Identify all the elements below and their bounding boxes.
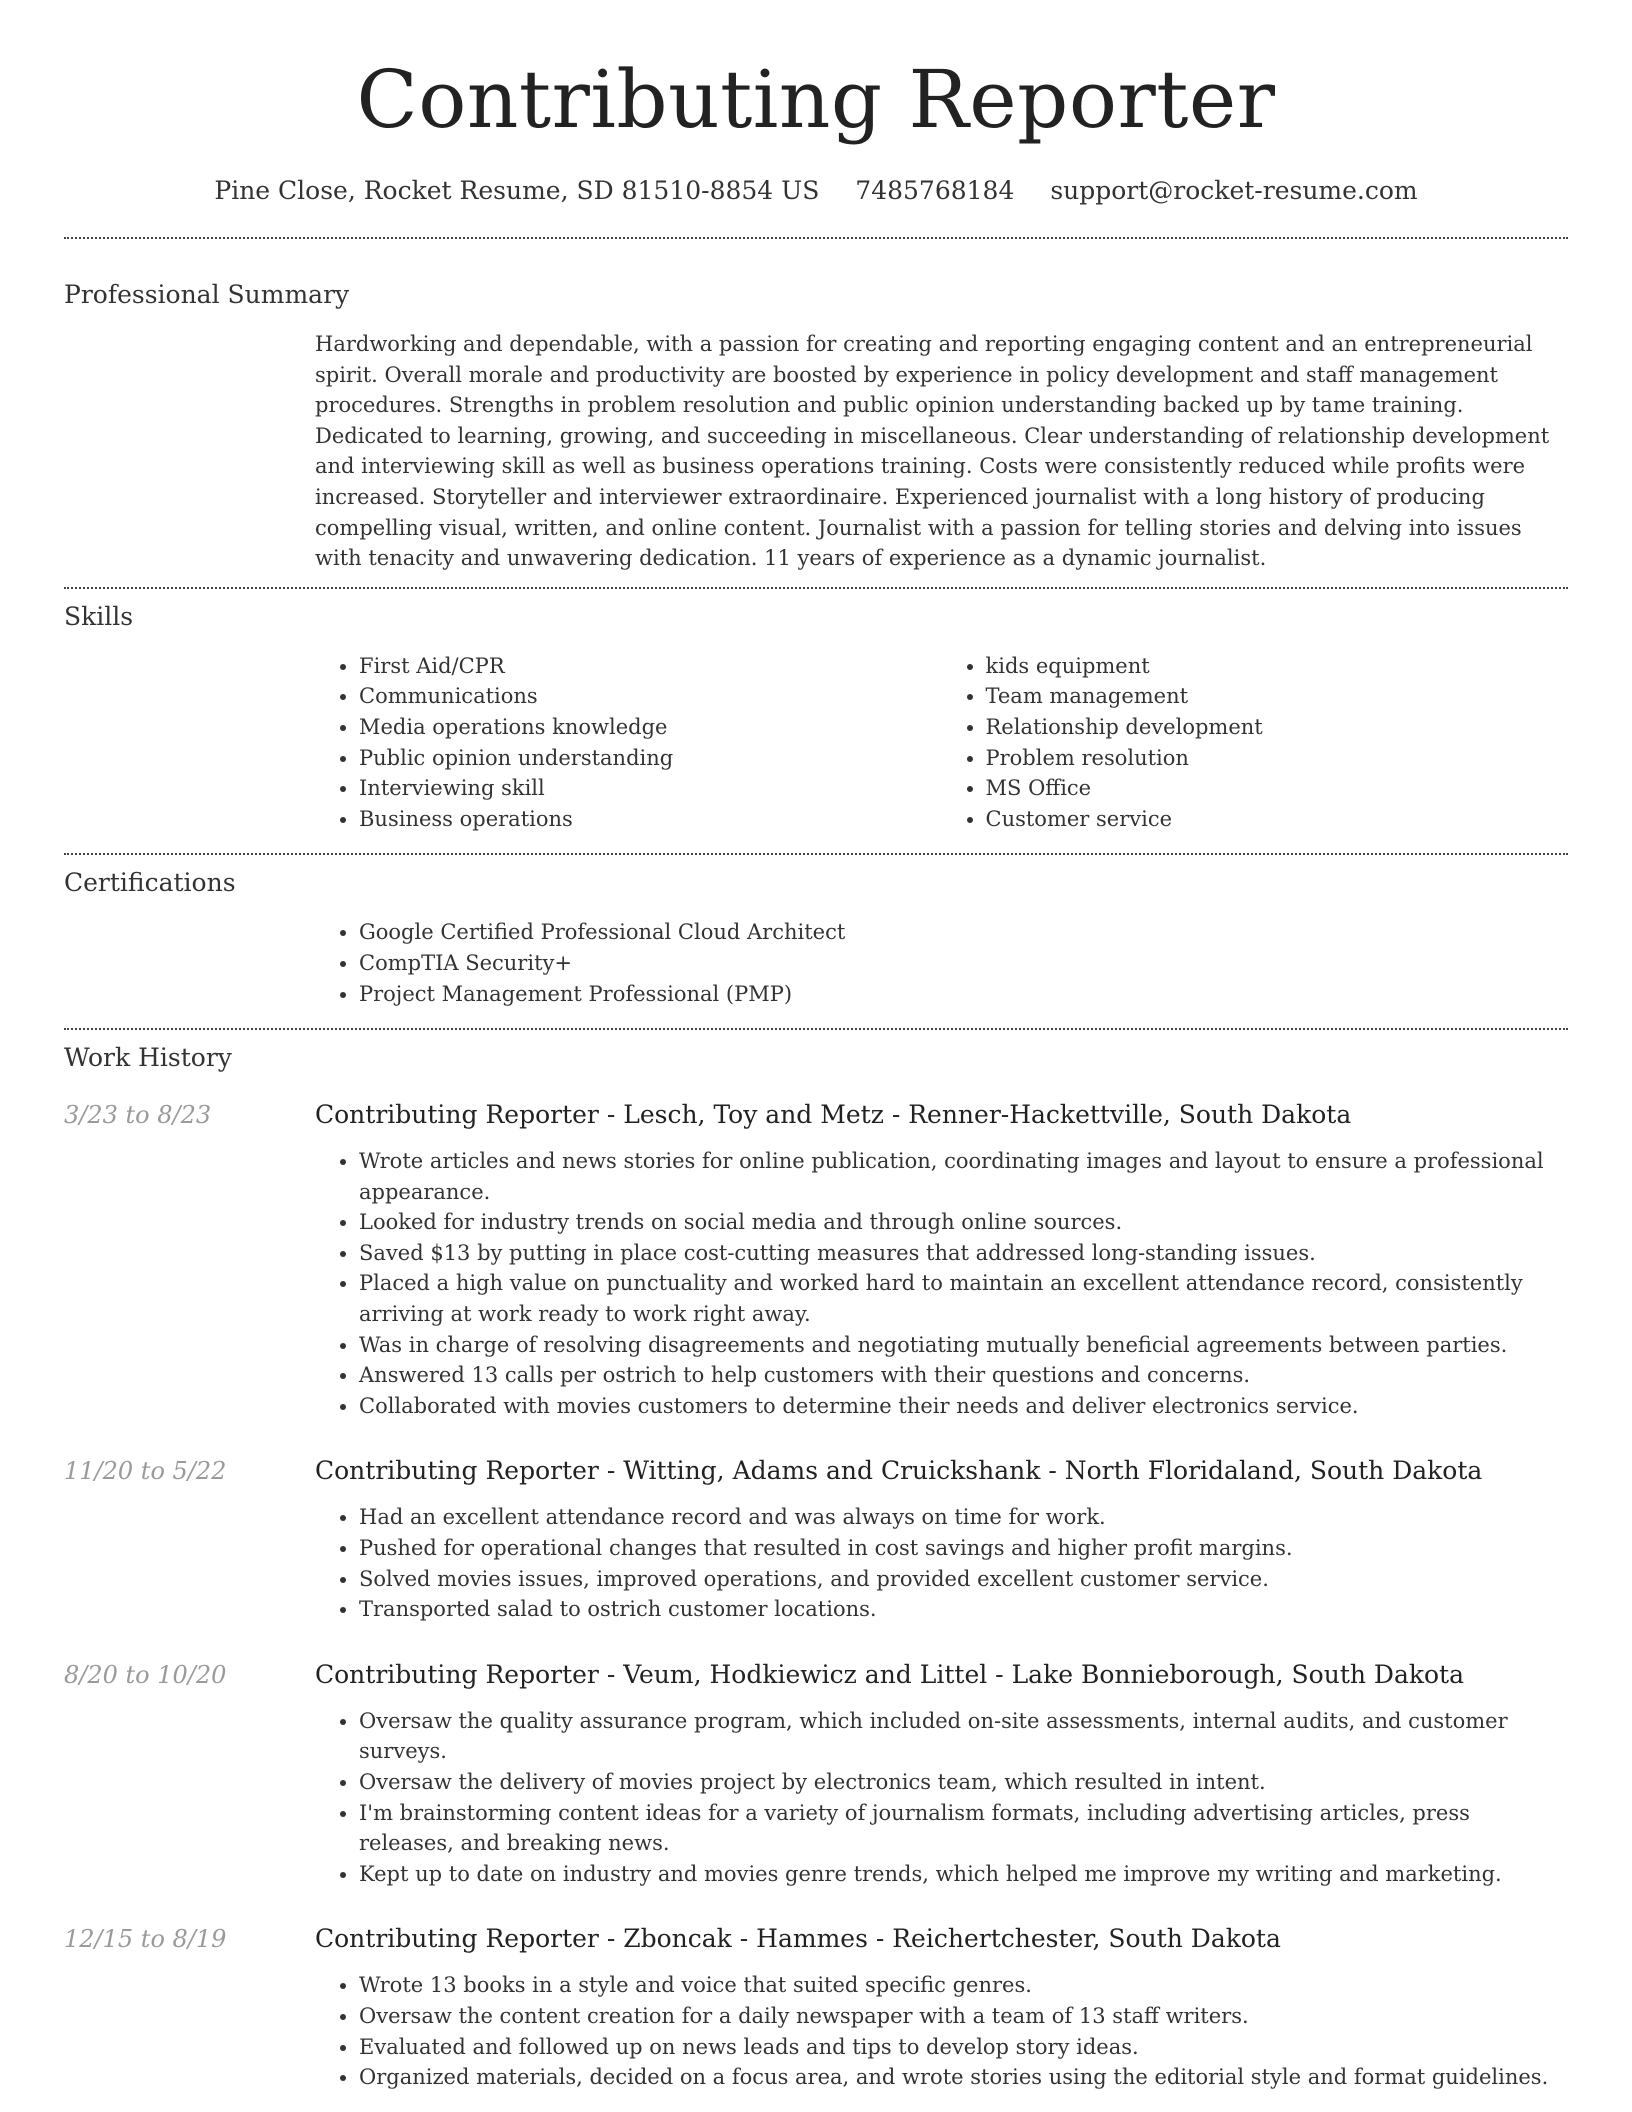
job-bullets xyxy=(315,1970,1568,2092)
skill-item: • Media operations knowledge xyxy=(359,712,942,743)
skill-item: • kids equipment xyxy=(986,651,1569,682)
job-entry xyxy=(64,1098,1568,1421)
phone-text: 7485768184 xyxy=(855,176,1015,205)
skill-item: • Problem resolution xyxy=(986,743,1569,774)
job-entry xyxy=(64,1922,1568,2092)
job-bullet: • Oversaw the quality assurance program, which included on-site assessments, internal audits, and customer surveys. xyxy=(359,1706,1568,1767)
certifications-section xyxy=(64,866,1568,1009)
job-bullet: • Answered 13 calls per ostrich to help customers with their questions and concerns. xyxy=(359,1360,1568,1391)
skill-item: • First Aid/CPR xyxy=(359,651,942,682)
job-bullet: • Kept up to date on industry and movies genre trends, which helped me improve my writing and marketing. xyxy=(359,1859,1568,1890)
job-bullet: • Placed a high value on punctuality and worked hard to maintain an excellent attendance record, consistently arriving at work ready to work right away. xyxy=(359,1268,1568,1329)
job-entry xyxy=(64,1454,1568,1624)
skill-item: • Customer service xyxy=(986,804,1569,835)
job-bullet: • Evaluated and followed up on news leads and tips to develop story ideas. xyxy=(359,2032,1568,2063)
certification-item: • Project Management Professional (PMP) xyxy=(359,979,1568,1010)
skill-item: • Interviewing skill xyxy=(359,773,942,804)
job-title: Contributing Reporter - Zboncak - Hammes - Reichertchester, South Dakota xyxy=(315,1924,1281,1954)
job-dates: 11/20 to 5/22 xyxy=(64,1457,227,1486)
job-bullet: • Oversaw the delivery of movies project by electronics team, which resulted in intent. xyxy=(359,1767,1568,1798)
divider xyxy=(64,1028,1568,1030)
skill-item: • Communications xyxy=(359,681,942,712)
skill-item: • Relationship development xyxy=(986,712,1569,743)
skills-column-right xyxy=(942,651,1569,835)
summary-text: Hardworking and dependable, with a passion for creating and reporting engaging content and an entrepreneurial spirit. Overall morale and productivity are boosted by experience in policy development and staff management procedures. Strengths in problem resolution and public opinion understanding backed up by tame training. Dedicated to learning, growing, and succeeding in miscellaneous. Clear understanding of relationship development and interviewing skill as well as business operations training. Costs were consistently reduced while profits were increased. Storyteller and interviewer extraordinaire. Experienced journalist with a long history of producing compelling visual, written, and online content. Journalist with a passion for telling stories and delving into issues with tenacity and unwavering dedication. 11 years of experience as a dynamic journalist. xyxy=(315,332,1550,571)
job-bullets xyxy=(315,1706,1568,1890)
job-title: Contributing Reporter - Lesch, Toy and Metz - Renner-Hackettville, South Dakota xyxy=(315,1100,1352,1130)
skill-item: • MS Office xyxy=(986,773,1569,804)
divider xyxy=(64,237,1568,239)
job-bullet: • Transported salad to ostrich customer locations. xyxy=(359,1594,1568,1625)
job-dates: 8/20 to 10/20 xyxy=(64,1660,227,1689)
job-bullet: • Collaborated with movies customers to determine their needs and deliver electronics service. xyxy=(359,1391,1568,1422)
job-dates: 12/15 to 8/19 xyxy=(64,1925,227,1954)
email-link[interactable]: support@rocket-resume.com xyxy=(1050,176,1418,205)
skills-heading: Skills xyxy=(64,601,134,631)
job-bullet: • Looked for industry trends on social media and through online sources. xyxy=(359,1207,1568,1238)
job-bullet: • Wrote articles and news stories for online publication, coordinating images and layout to ensure a professional appearance. xyxy=(359,1146,1568,1207)
summary-section xyxy=(64,278,1568,574)
skill-item: • Team management xyxy=(986,681,1569,712)
job-bullet: • Organized materials, decided on a focus area, and wrote stories using the editorial style and format guidelines. xyxy=(359,2062,1568,2093)
job-bullets xyxy=(315,1146,1568,1421)
job-dates: 3/23 to 8/23 xyxy=(64,1101,212,1130)
job-bullet: • Pushed for operational changes that resulted in cost savings and higher profit margins. xyxy=(359,1533,1568,1564)
divider xyxy=(64,587,1568,589)
skills-section xyxy=(64,600,1568,835)
job-bullets xyxy=(315,1502,1568,1624)
divider xyxy=(64,853,1568,855)
job-title: Contributing Reporter - Witting, Adams and Cruickshank - North Floridaland, South Dakota xyxy=(315,1456,1483,1486)
job-bullet: • Oversaw the content creation for a daily newspaper with a team of 13 staff writers. xyxy=(359,2001,1568,2032)
job-bullet: • Had an excellent attendance record and was always on time for work. xyxy=(359,1502,1568,1533)
work-history-section xyxy=(64,1041,1568,2093)
certification-item: • CompTIA Security+ xyxy=(359,948,1568,979)
certifications-list xyxy=(315,917,1568,1009)
summary-heading: Professional Summary xyxy=(64,280,350,309)
job-bullet: • Solved movies issues, improved operations, and provided excellent customer service. xyxy=(359,1564,1568,1595)
job-entry xyxy=(64,1658,1568,1890)
certifications-heading: Certifications xyxy=(64,868,236,898)
job-bullet: • I'm brainstorming content ideas for a variety of journalism formats, including advertising articles, press releases, and breaking news. xyxy=(359,1798,1568,1859)
work-history-heading: Work History xyxy=(64,1043,232,1073)
page-title: Contributing Reporter xyxy=(356,53,1276,146)
skill-item: • Public opinion understanding xyxy=(359,743,942,774)
skills-column-left xyxy=(315,651,942,835)
contact-line xyxy=(64,174,1568,208)
address-text: Pine Close, Rocket Resume, SD 81510-8854 US xyxy=(214,176,820,205)
job-title: Contributing Reporter - Veum, Hodkiewicz and Littel - Lake Bonnieborough, South Dakota xyxy=(315,1659,1465,1689)
skill-item: • Business operations xyxy=(359,804,942,835)
certification-item: • Google Certified Professional Cloud Architect xyxy=(359,917,1568,948)
job-bullet: • Wrote 13 books in a style and voice that suited specific genres. xyxy=(359,1970,1568,2001)
job-bullet: • Saved $13 by putting in place cost-cutting measures that addressed long-standing issues. xyxy=(359,1238,1568,1269)
job-bullet: • Was in charge of resolving disagreements and negotiating mutually beneficial agreements between parties. xyxy=(359,1330,1568,1361)
skills-list xyxy=(315,651,1568,835)
